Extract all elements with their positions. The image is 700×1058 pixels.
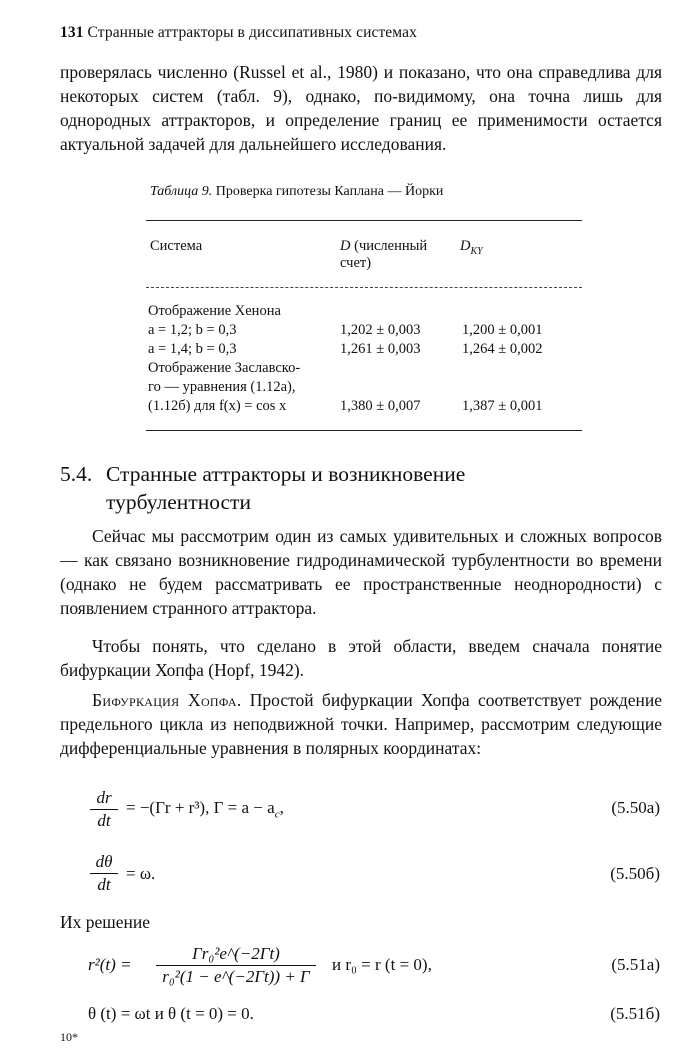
table-row-d: 1,202 ± 0,003	[340, 322, 421, 338]
eq-551b: θ (t) = ωt и θ (t = 0) = 0.	[88, 1004, 254, 1023]
eq-551b-label: (5.51б)	[610, 1004, 660, 1023]
table-row-dky: 1,387 ± 0,001	[462, 398, 543, 414]
section-title-line-1: Странные аттракторы и возникновение	[106, 462, 466, 486]
paragraph-1: Сейчас мы рассмотрим один из самых удивительных и сложных вопросов — как связано возникновение гидродинамической турбулентности во времени (однако не будем рассматривать ее пространственные неоднородности) с появлением странного аттрактора.	[60, 526, 662, 618]
table-header-d-label: (численный	[354, 238, 428, 254]
table-row-system: Отображение Хенона	[148, 303, 281, 319]
signature-mark: 10*	[60, 1030, 78, 1044]
eq-550a-rhs: = −(Γr + r³), Γ = a − a	[126, 798, 275, 817]
eq-550b-fraction	[90, 852, 118, 895]
eq-550a-label: (5.50а)	[611, 798, 660, 817]
eq-550b-denominator: dt	[97, 875, 111, 894]
running-title: Странные аттракторы в диссипативных системах	[87, 24, 417, 41]
table-header-rule	[146, 287, 582, 288]
eq-550a-fraction	[90, 788, 118, 831]
table-row-dky: 1,264 ± 0,002	[462, 341, 543, 357]
paragraph-3	[60, 688, 662, 760]
table-row-dky: 1,200 ± 0,001	[462, 322, 543, 338]
eq-550b-rhs: = ω.	[126, 864, 156, 883]
running-header	[60, 24, 417, 42]
eq-551a-lhs: r²(t) =	[88, 955, 132, 974]
table-caption-label: Таблица 9.	[150, 184, 213, 199]
table-header-system: Система	[150, 238, 203, 254]
table-header-dky	[460, 238, 483, 260]
eq-551a-denominator: r₀²(1 − e^(−2Γt)) + Γ	[162, 967, 310, 986]
eq-550a-denominator: dt	[97, 811, 111, 830]
eq-550b-numerator: dθ	[90, 852, 118, 874]
table-caption	[150, 184, 443, 200]
eq-551a-numerator: Γr₀²e^(−2Γt)	[156, 944, 316, 966]
intro-paragraph: проверялась численно (Russel et al., 1980) и показано, что она справедлива для некоторых систем (табл. 9), однако, по-видимому, она точна лишь для однородных аттракторов, и определение границ ее применимости остается актуальной задачей для дальнейшего исследования.	[60, 62, 662, 154]
paragraph-2: Чтобы понять, что сделано в этой области, введем сначала понятие бифуркации Хопфа (Hopf, 1942).	[60, 636, 662, 680]
paragraph-3-heading: Бифуркация Хопфа.	[92, 690, 242, 710]
table-row-system: Отображение Заславско-	[148, 360, 301, 376]
section-title	[60, 460, 465, 516]
table-header-dky-sub: KY	[470, 245, 483, 257]
table-row-system: a = 1,2; b = 0,3	[148, 322, 237, 338]
section-number: 5.4.	[60, 462, 93, 486]
section-title-line-2: турбулентности	[106, 490, 251, 514]
table-row-system: a = 1,4; b = 0,3	[148, 341, 237, 357]
table-row-d: 1,380 ± 0,007	[340, 398, 421, 414]
paragraph-3-text: Простой бифуркации Хопфа соответствует рождение предельного цикла из неподвижной точки. Например, рассмотрим следующие дифференциальные уравнения в полярных координатах:	[60, 690, 663, 758]
table-row-d: 1,261 ± 0,003	[340, 341, 421, 357]
table-caption-text: Проверка гипотезы Каплана — Йорки	[215, 184, 444, 199]
table-header-dky-base: D	[460, 238, 471, 254]
eq-550a-tail: ,	[279, 798, 284, 817]
eq-551a-rhs: и r₀ = r (t = 0),	[332, 955, 432, 974]
solution-intro: Их решение	[60, 912, 151, 932]
eq-550a	[126, 798, 284, 820]
table-header-d-label-2: счет)	[340, 255, 372, 271]
table-bottom-rule	[146, 430, 582, 431]
eq-550a-numerator: dr	[90, 788, 118, 810]
table-top-rule	[146, 220, 582, 221]
table-row-system: (1.12б) для f(x) = cos x	[148, 398, 287, 414]
eq-551a-fraction	[156, 944, 316, 987]
eq-550b-label: (5.50б)	[610, 864, 660, 883]
page-number: 131	[60, 24, 84, 41]
eq-551a-label: (5.51а)	[611, 955, 660, 974]
table-row-system: го — уравнения (1.12а),	[148, 379, 296, 395]
table-header-d: D (численный счет)	[340, 238, 428, 271]
eq-550a-sub: c	[274, 808, 280, 821]
